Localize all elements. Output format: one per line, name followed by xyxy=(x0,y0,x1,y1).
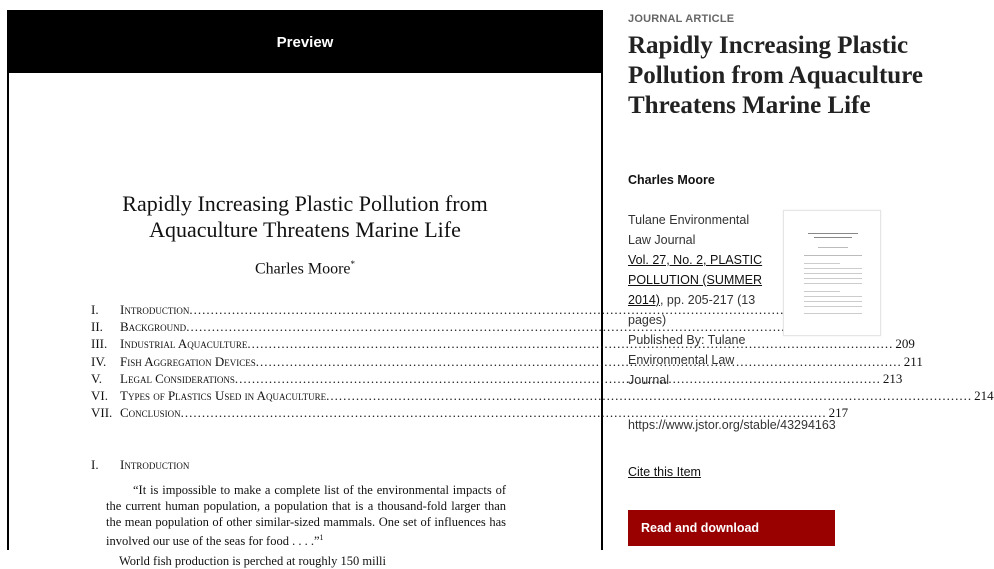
issue-line xyxy=(628,250,768,330)
read-and-download-button[interactable]: Read and download xyxy=(628,510,835,546)
thumbnail-line xyxy=(804,278,862,279)
toc-page: 214 xyxy=(974,387,994,403)
section-number: I. xyxy=(91,457,99,472)
thumbnail-line xyxy=(804,283,862,284)
document-author xyxy=(9,259,601,278)
toc-row xyxy=(91,319,521,336)
stable-url[interactable]: https://www.jstor.org/stable/43294163 xyxy=(628,418,836,432)
toc-row xyxy=(91,302,521,319)
cut-off-line: World fish production is perched at roughly 150 milli xyxy=(119,554,387,569)
toc-page: 211 xyxy=(903,353,923,369)
toc-title: Fish Aggregation Devices xyxy=(120,353,256,369)
toc-leader xyxy=(256,354,902,370)
toc-row xyxy=(91,370,903,388)
thumbnail-line xyxy=(804,306,862,307)
page-range: , pp. 205-217 (13 pages) xyxy=(628,293,756,327)
toc-row xyxy=(91,336,915,353)
thumbnail-line xyxy=(818,247,848,248)
issue-link[interactable]: Vol. 27, No. 2, PLASTIC POLLUTION (SUMMER 2014) xyxy=(628,253,763,307)
toc-title: Legal Considerations xyxy=(120,370,235,386)
toc-number: I. xyxy=(91,302,99,317)
author-footnote-mark: * xyxy=(350,259,356,269)
toc-row xyxy=(91,353,923,371)
toc-number: VI. xyxy=(91,387,108,403)
thumbnail-line xyxy=(804,301,862,302)
toc-title: Background xyxy=(120,319,187,335)
toc-row xyxy=(91,405,849,422)
toc-number: III. xyxy=(91,336,108,352)
thumbnail-line xyxy=(804,255,862,256)
section-heading xyxy=(91,457,189,473)
thumbnail-line xyxy=(804,268,862,269)
journal-name: Tulane Environmental Law Journal xyxy=(628,213,750,247)
cite-item-link[interactable]: Cite this Item xyxy=(628,465,701,479)
toc-leader xyxy=(247,336,893,352)
thumbnail-line xyxy=(814,237,852,238)
toc-page: 213 xyxy=(882,370,903,386)
toc-title: Conclusion xyxy=(120,405,181,421)
content-type-label: JOURNAL ARTICLE xyxy=(628,13,735,25)
toc-leader xyxy=(235,371,881,387)
toc-number: V. xyxy=(91,370,102,386)
document-author-name: Charles Moore xyxy=(254,260,351,278)
preview-header xyxy=(9,12,601,73)
document-body xyxy=(106,482,506,569)
thumbnail-line xyxy=(804,291,840,292)
toc-title: Types of Plastics Used in Aquaculture xyxy=(120,387,327,403)
article-title: Rapidly Increasing Plastic Pollution from Aquaculture Threatens Marine Life xyxy=(628,32,923,119)
toc-number: VII. xyxy=(91,405,113,421)
thumbnail-line xyxy=(808,233,858,234)
toc-title: Introduction xyxy=(120,302,190,317)
section-title: Introduction xyxy=(120,457,190,472)
journal-cover-thumbnail[interactable] xyxy=(783,210,881,336)
toc-leader xyxy=(326,388,972,404)
toc-number: IV. xyxy=(91,353,107,369)
body-paragraph xyxy=(106,482,506,549)
toc-page: 209 xyxy=(895,336,915,352)
document-title xyxy=(9,191,601,243)
toc-row xyxy=(91,387,994,405)
thumbnail-line xyxy=(804,273,862,274)
publisher: Published By: Tulane Environmental Law Journal xyxy=(628,333,746,387)
paragraph-text: “It is impossible to make a complete list of the environmental impacts of the current human population, a population that is a thousand-fold larger than the mean population of other similar-sized mammals. One set of influences has involved our use of the seas for food . . . .” xyxy=(106,483,506,549)
document-title-line1: Rapidly Increasing Plastic Pollution from xyxy=(122,191,488,216)
preview-header-label: Preview xyxy=(276,34,334,51)
footnote-mark: 1 xyxy=(319,533,324,542)
thumbnail-line xyxy=(804,263,840,264)
toc-number: II. xyxy=(91,319,103,335)
thumbnail-line xyxy=(804,313,862,314)
toc-title: Industrial Aquaculture xyxy=(120,336,248,352)
document-title-line2: Aquaculture Threatens Marine Life xyxy=(149,217,461,242)
article-author: Charles Moore xyxy=(628,173,715,187)
toc-page: 217 xyxy=(828,405,849,421)
thumbnail-line xyxy=(804,296,862,297)
publication-info xyxy=(628,210,768,390)
